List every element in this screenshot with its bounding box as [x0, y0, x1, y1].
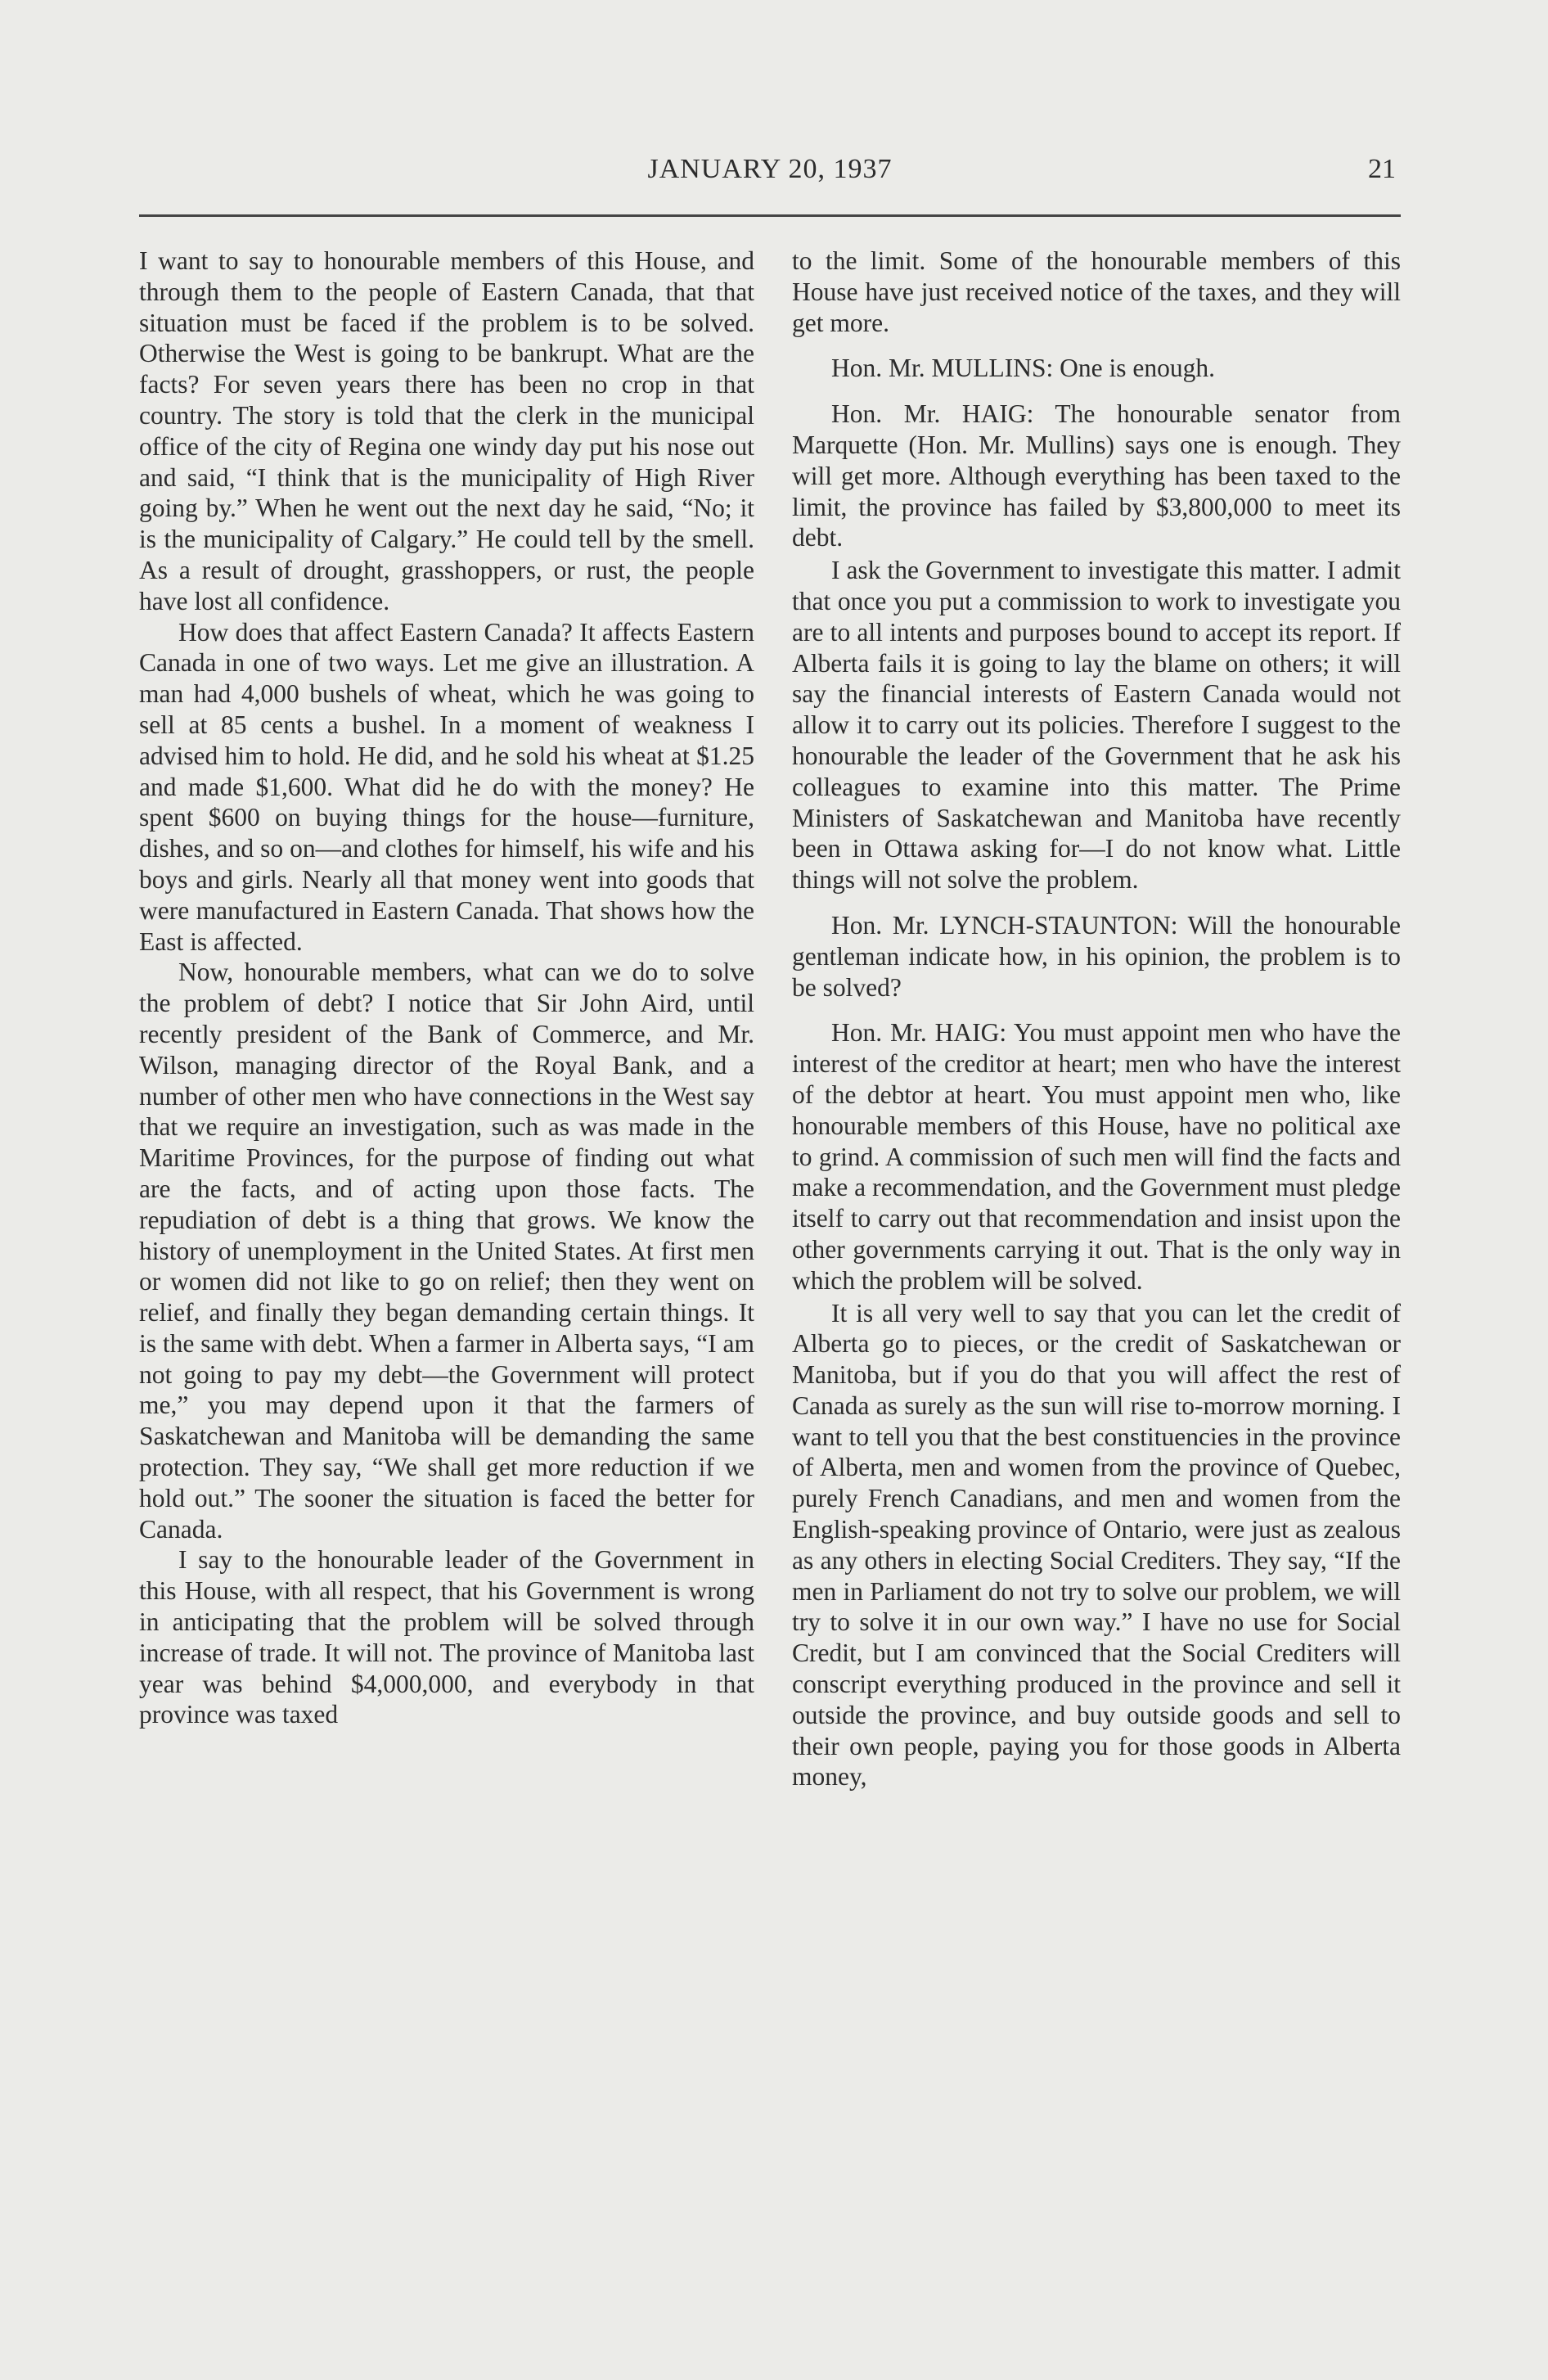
left-column [139, 246, 754, 1730]
page-header [139, 154, 1401, 198]
paragraph: How does that affect Eastern Canada? It affects Eastern Canada in one of two ways. Let me give an illustration. A man had 4,000 bushels of wheat, which he was going to sell at 85 cents a bushel. In a moment of weakness I advised him to hold. He did, and he sold his wheat at $1.25 and made $1,600. What did he do with the money? He spent $600 on buying things for the house—furniture, dishes, and so on—and clothes for himself, his wife and his boys and girls. Nearly all that money went into goods that were manufactured in Eastern Canada. That shows how the East is affected. [139, 617, 754, 956]
page-number: 21 [1368, 154, 1396, 184]
paragraph-continuation: to the limit. Some of the honourable members of this House have just received notice of the taxes, and they will get more. [792, 246, 1401, 337]
header-rule [139, 214, 1401, 217]
speaker-paragraph: Hon. Mr. MULLINS: One is enough. [831, 354, 1215, 383]
speaker-paragraph: Hon. Mr. HAIG: You must appoint men who have the interest of the creditor at heart; men who have the interest of the debtor at heart. You must appoint men who, like honourable members of this House, have no political axe to grind. A commission of such men will find the facts and make a recommendation, and the Government must pledge itself to carry out that recommendation and insist upon the other governments carrying it out. That is the only way in which the problem will be solved. [792, 1018, 1401, 1295]
paragraph: It is all very well to say that you can let the credit of Alberta go to pieces, or the credit of Saskatchewan or Manitoba, but if you do that you will affect the rest of Canada as surely as the sun will rise to-morrow morning. I want to tell you that the best constituencies in the province of Alberta, men and women from the province of Quebec, purely French Canadians, and men and women from the English-speaking province of Ontario, were just as zealous as any others in electing Social Crediters. They say, “If the men in Parliament do not try to solve our problem, we will try to solve it in our own way.” I have no use for Social Credit, but I am convinced that the Social Crediters will conscript everything produced in the province and sell it outside the province, and buy outside goods and sell to their own people, paying you for those goods in Alberta money, [792, 1298, 1401, 1792]
header-date: JANUARY 20, 1937 [647, 154, 893, 184]
paragraph: I say to the honourable leader of the Government in this House, with all respect, that his Government is wrong in anticipating that the problem will be solved through increase of trade. It will not. The province of Manitoba last year was behind $4,000,000, and everybody in that province was taxed [139, 1545, 754, 1729]
paragraph: I ask the Government to investigate this matter. I admit that once you put a commission to work to investigate you are to all intents and purposes bound to accept its report. If Alberta fails it is going to lay the blame on others; it will say the financial interests of Eastern Canada would not allow it to carry out its policies. Therefore I suggest to the honourable the leader of the Government that he ask his colleagues to examine into this matter. The Prime Ministers of Saskatchewan and Manitoba have recently been in Ottawa asking for—I do not know what. Little things will not solve the problem. [792, 556, 1401, 895]
speaker-paragraph: Hon. Mr. HAIG: The honourable senator from Marquette (Hon. Mr. Mullins) says one is enough. They will get more. Although everything has been taxed to the limit, the province has failed by $3,800,000 to meet its debt. [792, 399, 1401, 552]
paragraph: I want to say to honourable members of this House, and through them to the people of Eastern Canada, that that situation must be faced if the problem is to be solved. Otherwise the West is going to be bankrupt. What are the facts? For seven years there has been no crop in that country. The story is told that the clerk in the municipal office of the city of Regina one windy day put his nose out and said, “I think that is the municipality of High River going by.” When he went out the next day he said, “No; it is the municipality of Calgary.” He could tell by the smell. As a result of drought, grasshoppers, or rust, the people have lost all confidence. [139, 246, 754, 615]
speaker-paragraph: Hon. Mr. LYNCH-STAUNTON: Will the honourable gentleman indicate how, in his opinion, the problem is to be solved? [792, 910, 1401, 1002]
paragraph: Now, honourable members, what can we do to solve the problem of debt? I notice that Sir John Aird, until recently president of the Bank of Commerce, and Mr. Wilson, managing director of the Royal Bank, and a number of other men who have connections in the West say that we require an investigation, such as was made in the Maritime Provinces, for the purpose of finding out what are the facts, and of acting upon those facts. The repudiation of debt is a thing that grows. We know the history of unemployment in the United States. At first men or women did not like to go on relief; then they went on relief, and finally they began demanding certain things. It is the same with debt. When a farmer in Alberta says, “I am not going to pay my debt—the Government will protect me,” you may depend upon it that the farmers of Saskatchewan and Manitoba will be demanding the same protection. They say, “We shall get more reduction if we hold out.” The sooner the situation is faced the better for Canada. [139, 958, 754, 1544]
right-column [792, 246, 1401, 1792]
